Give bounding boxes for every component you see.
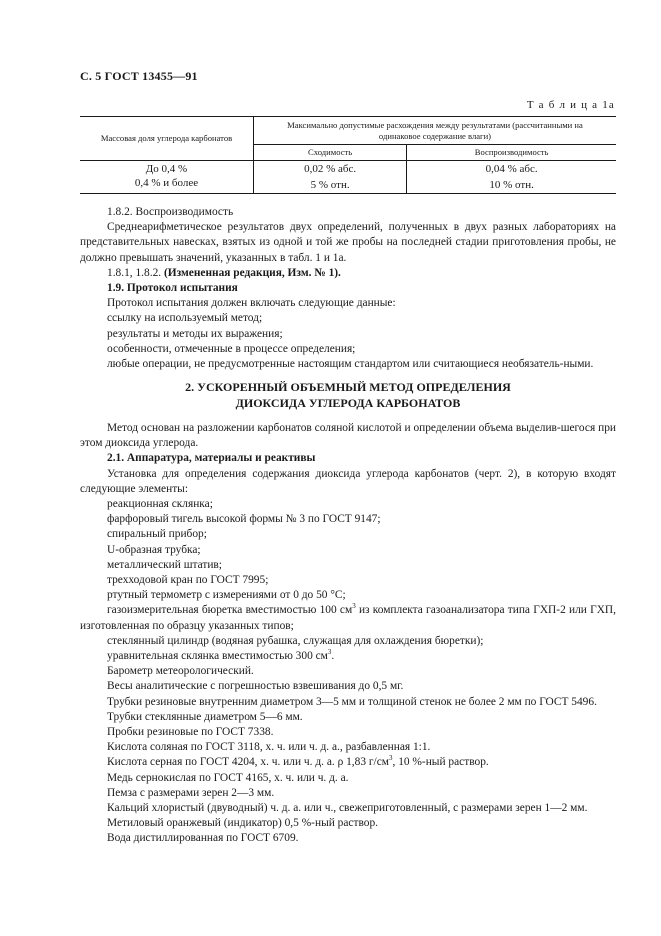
table-row [80, 161, 616, 176]
list-item: фарфоровый тигель высокой формы № 3 по ГОСТ 9147; [107, 513, 381, 526]
list-item [80, 755, 616, 770]
list-item: Вода дистиллированная по ГОСТ 6709. [107, 832, 299, 845]
table-row [80, 175, 616, 193]
list-item: Метиловый оранжевый (индикатор) 0,5 %-ный раствор. [107, 817, 378, 830]
list-item: U-образная трубка; [107, 543, 201, 556]
list-item: Медь сернокислая по ГОСТ 4165, х. ч. или ч. д. а. [107, 771, 349, 784]
text-fragment: , 10 %-ный раствор. [392, 756, 489, 769]
list-item: любые операции, не предусмотренные настоящим стандартом или считающиеся необязатель-ными. [107, 358, 594, 371]
list-item: Весы аналитические с погрешностью взвешивания до 0,5 мг. [107, 680, 404, 693]
section-title-line: ДИОКСИДА УГЛЕРОДА КАРБОНАТОВ [235, 395, 461, 410]
paragraph: Установка для определения содержания диоксида углерода карбонатов (черт. 2), в которую входят следующие элементы: [80, 467, 616, 495]
superscript: 3 [327, 648, 332, 657]
table-header-col1: Массовая доля углерода карбонатов [80, 117, 254, 161]
table-cell: 10 % отн. [407, 175, 616, 193]
table-cell: 0,02 % абс. [254, 161, 407, 176]
list-item: Кальций хлористый (двуводный) ч. д. а. или ч., свежеприготовленный, с размерами зерен 1—2 мм. [107, 802, 588, 815]
list-item: результаты и методы их выражения; [107, 327, 283, 340]
subsection-1-8-2: 1.8.2. Воспроизводимость [107, 206, 234, 218]
table-cell: 0,04 % абс. [407, 161, 616, 176]
table-1a [80, 116, 616, 194]
section-1-text [80, 205, 616, 372]
list-item: металлический штатив; [107, 558, 222, 571]
subsection-2-1: 2.1. Аппаратура, материалы и реактивы [107, 452, 316, 465]
paragraph: Среднеарифметическое результатов двух определений, полученных в двух разных лабораториях на представительных навесках, взятых из одной и той же пробы на последней стадии приготовления пробы, не должно превышать значений, указанных в табл. 1 и 1а. [80, 221, 616, 264]
text-fragment: уравнительная склянка вместимостью 300 см [107, 650, 328, 663]
table-header-col2: Сходимость [254, 145, 407, 161]
amendment-note [80, 266, 616, 281]
table-cell: 5 % отн. [254, 175, 407, 193]
subsection-1-9: 1.9. Протокол испытания [107, 282, 238, 295]
superscript: 3 [352, 602, 356, 611]
table-header-col3: Воспроизводимость [407, 145, 616, 161]
text-fragment: Кислота серная по ГОСТ 4204, х. ч. или ч. д. а. ρ 1,83 г/см [107, 756, 389, 769]
list-item: Трубки резиновые внутренним диаметром 3—5 мм и толщиной стенок не более 2 мм по ГОСТ 5496. [107, 695, 597, 708]
superscript: 3 [389, 754, 393, 763]
section-2-title [80, 380, 616, 411]
list-item: Барометр метеорологический. [107, 665, 254, 678]
list-item: реакционная склянка; [107, 498, 213, 511]
amendment-text: (Измененная редакция, Изм. № 1). [163, 266, 341, 279]
list-item [80, 649, 616, 664]
list-item [80, 603, 616, 633]
list-item: Пробки резиновые по ГОСТ 7338. [107, 726, 274, 739]
text-fragment: из комплекта газоанализатора типа ГХП-2 или ГХП, изготовленная по образцу указанных типов; [80, 604, 616, 632]
table-caption: Т а б л и ц а 1а [526, 99, 615, 111]
list-item: особенности, отмеченные в процессе определения; [107, 342, 356, 355]
page-header: С. 5 ГОСТ 13455—91 [80, 69, 198, 83]
list-item: ссылку на используемый метод; [107, 312, 263, 325]
text-fragment: . [331, 650, 335, 663]
section-title-line: 2. УСКОРЕННЫЙ ОБЪЕМНЫЙ МЕТОД ОПРЕДЕЛЕНИЯ [185, 380, 511, 394]
table-cell: 0,4 % и более [80, 175, 254, 193]
list-item: Пемза с размерами зерен 2—3 мм. [107, 786, 275, 799]
table-cell: До 0,4 % [145, 163, 188, 175]
text-fragment: газоизмерительная бюретка вместимостью 100 см [107, 604, 353, 617]
list-item: ртутный термометр с измерениями от 0 до 50 °С; [107, 589, 346, 602]
table-header-group: Максимально допустимые расхождения между результатами (рассчитанными на одинаковое содержание влаги) [254, 117, 617, 145]
paragraph: Метод основан на разложении карбонатов соляной кислотой и определении объема выделив-шегося при этом диоксида углерода. [80, 422, 616, 450]
list-item: Кислота соляная по ГОСТ 3118, х. ч. или ч. д. а., разбавленная 1:1. [107, 741, 431, 754]
paragraph: Протокол испытания должен включать следующие данные: [107, 297, 396, 310]
section-2-text [80, 421, 616, 847]
list-item: трехходовой кран по ГОСТ 7995; [107, 574, 269, 587]
amendment-ref: 1.8.1, 1.8.2. [107, 266, 162, 279]
list-item: стеклянный цилиндр (водяная рубашка, служащая для охлаждения бюретки); [107, 634, 484, 647]
list-item: спиральный прибор; [107, 528, 207, 541]
list-item: Трубки стеклянные диаметром 5—6 мм. [107, 710, 303, 723]
